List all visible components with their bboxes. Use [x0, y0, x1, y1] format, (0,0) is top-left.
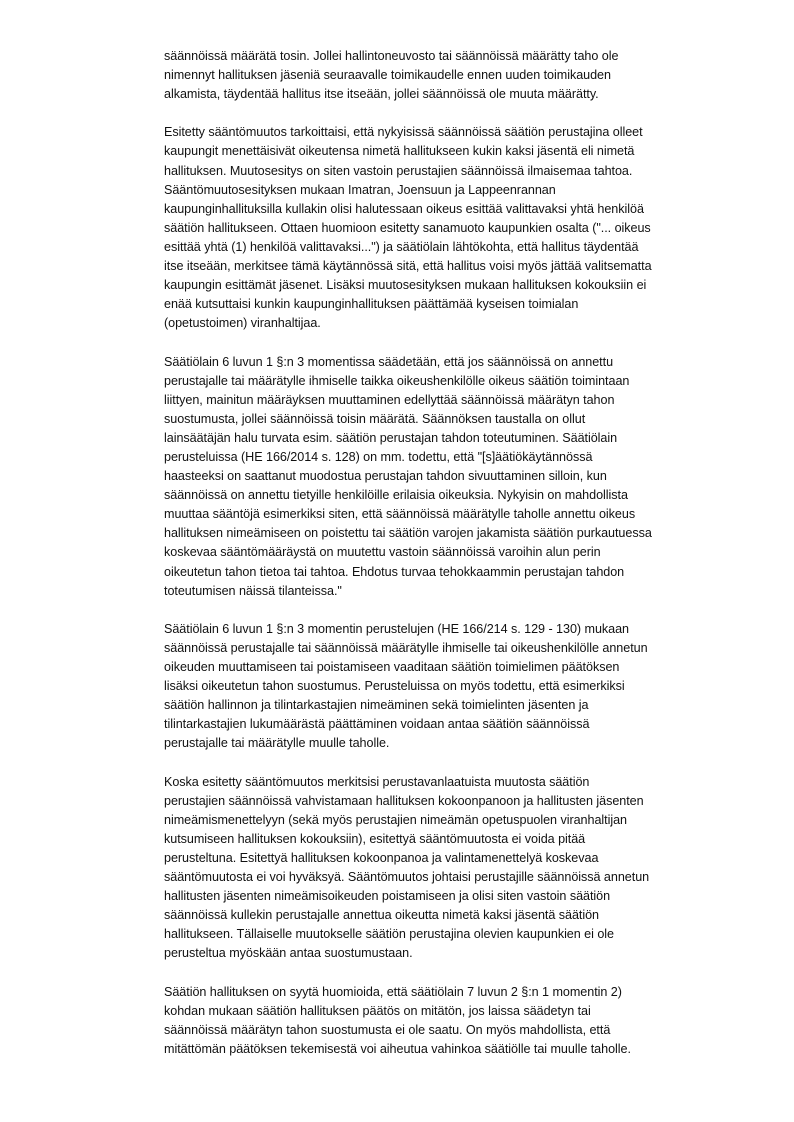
text-line: säännöissä on annettu tietyille henkilöille erilaisia oikeuksia. Nykyisin on mahdollista — [164, 488, 628, 503]
text-line: suostumusta, jollei säännöissä toisin määrätä. Säännöksen taustalla on ollut — [164, 411, 586, 426]
text-line: säätiön hallitukseen. Ottaen huomioon esitetty sanamuoto kaupunkien osalta ("... oikeus — [164, 220, 651, 235]
text-line: haasteeksi on saattanut muodostua perustajan tahdon sivuuttaminen silloin, kun — [164, 469, 607, 484]
document-body — [164, 47, 744, 1078]
text-line: alkamista, täydentää hallitus itse itseään, jollei säännöissä ole muuta määrätty. — [164, 87, 599, 102]
text-line: Säätiölain 6 luvun 1 §:n 3 momentin perustelujen (HE 166/214 s. 129 - 130) mukaan — [164, 621, 630, 636]
text-line: perusteltua myöskään antaa suostumustaan. — [164, 946, 413, 961]
text-line: toteutumisen näissä tilanteissa." — [164, 583, 342, 598]
paragraph — [164, 47, 744, 104]
text-line: perustajalle tai määrätylle ihmiselle taikka oikeushenkilölle oikeus säätiön toimintaan — [164, 373, 630, 388]
text-line: säännöissä määrätä tosin. Jollei hallintoneuvosto tai säännöissä määrätty taho ole — [164, 49, 619, 63]
text-line: oikeuden muuttamiseen tai poistamiseen vaaditaan säätiön toimielimen päätöksen — [164, 660, 620, 674]
text-line: perustajien säännöissä vahvistamaan hallituksen kokoonpanoon ja hallitusten jäsenten — [164, 793, 644, 808]
text-line: kaupunginhallituksilla kullakin olisi halutessaan oikeus esittää valittavaksi yhtä henkilöä — [164, 201, 644, 216]
text-line: mitättömän päätöksen tekemisestä voi aiheutua vahinkoa säätiölle tai muulle taholle. — [164, 1041, 631, 1056]
paragraph — [164, 353, 744, 601]
paragraph — [164, 620, 744, 754]
text-line: nimeämismenettelyyn (sekä myös perustajien nimeämän opetuspuolen viranhaltijan — [164, 812, 628, 827]
text-line: hallituksen. Muutosesitys on siten vastoin perustajien säännöissä ilmaisemaa tahtoa. — [164, 163, 633, 178]
text-line: perusteltuna. Esitettyä hallituksen kokoonpanoa ja valintamenettelyä koskevaa — [164, 850, 599, 865]
text-line: hallitukseen. Tällaiselle muutokselle säätiön perustajina olevien kaupunkien ei ole — [164, 927, 614, 942]
text-line: kaupungin esittämät jäsenet. Lisäksi muutosesityksen mukaan hallituksen kokouksiin ei — [164, 278, 647, 293]
text-line: (opetustoimen) viranhaltijaa. — [164, 316, 321, 331]
text-line: hallitusten jäsenten nimeämisoikeuden poistamiseen ja olisi siten vastoin säätiön — [164, 889, 611, 904]
text-line: tilintarkastajien lukumäärästä päättäminen voidaan antaa säätiön säännöissä — [164, 717, 590, 732]
text-line: lainsäätäjän halu turvata esim. säätiön perustajan tahdon toteutuminen. Säätiölain — [164, 430, 618, 445]
text-line: Sääntömuutosesityksen mukaan Imatran, Joensuun ja Lappeenrannan — [164, 182, 556, 197]
text-line: säännöissä määrätyn tahon suostumusta ei ole saatu. On myös mahdollista, että — [164, 1022, 611, 1037]
text-line: koskevaa sääntömääräystä on muutettu vastoin säännöissä varoihin alun perin — [164, 545, 601, 560]
text-line: säännöissä kullekin perustajalle annettua oikeutta nimetä kaksi jäsentä säätiön — [164, 908, 600, 923]
text-line: säännöissä perustajalle tai säännöissä määrätylle ihmiselle tai oikeushenkilölle annetun — [164, 640, 648, 655]
text-line: sääntömuutosta ei voi hyväksyä. Sääntömuutos johtaisi perustajille säännöissä annetun — [164, 870, 650, 885]
text-line: perustajalle tai määrätylle muulle taholle. — [164, 736, 390, 751]
text-line: lisäksi oikeutetun tahon suostumus. Perusteluissa on myös todettu, että esimerkiksi — [164, 679, 625, 694]
paragraph — [164, 773, 744, 964]
text-line: kohdan mukaan säätiön hallituksen päätös on mitätön, jos laissa säädetyn tai — [164, 1003, 591, 1018]
paragraph — [164, 123, 744, 333]
text-line: Säätiön hallituksen on syytä huomioida, että säätiölain 7 luvun 2 §:n 1 momentin 2) — [164, 984, 622, 999]
text-line: kaupungit menettäisivät oikeutensa nimetä hallitukseen kukin kaksi jäsentä eli nimetä — [164, 144, 635, 159]
text-line: säätiön hallinnon ja tilintarkastajien nimeäminen sekä toimielinten jäsenten ja — [164, 698, 589, 713]
text-line: enää kutsuttaisi kunkin kaupunginhallituksen päättämää kyseisen toimialan — [164, 297, 579, 312]
text-line: itse itseään, merkitsee tämä käytännössä sitä, että hallitus voisi myös jättää valitsematta — [164, 259, 652, 274]
text-line: nimennyt hallituksen jäseniä seuraavalle toimikaudelle ennen uuden toimikauden — [164, 68, 611, 83]
paragraph — [164, 983, 744, 1059]
text-line: Esitetty sääntömuutos tarkoittaisi, että nykyisissä säännöissä säätiön perustajina olleet — [164, 125, 643, 140]
text-line: liittyen, mainitun määräyksen muuttaminen edellyttää säännöissä määrätyn tahon — [164, 392, 615, 407]
text-line: hallituksen nimeämiseen on poistettu tai säätiön varojen jakamista säätiön purkautuessa — [164, 526, 652, 541]
text-line: kutsumiseen hallituksen kokouksiin), esitettyä sääntömuutosta ei voida pitää — [164, 831, 586, 846]
text-line: muuttaa sääntöjä esimerkiksi siten, että säännöissä määrätylle taholle annettu oikeus — [164, 507, 636, 522]
text-line: perusteluissa (HE 166/2014 s. 128) on mm. todettu, että "[s]äätiökäytännössä — [164, 449, 593, 464]
text-line: Säätiölain 6 luvun 1 §:n 3 momentissa säädetään, että jos säännöissä on annettu — [164, 354, 614, 369]
text-line: oikeutetun tahon tietoa tai tahtoa. Ehdotus turvaa tehokkaammin perustajan tahdon — [164, 564, 625, 579]
text-line: esittää yhtä (1) henkilöä valittavaksi...") ja säätiölain lähtökohta, että hallitus täydentää — [164, 239, 639, 254]
text-line: Koska esitetty sääntömuutos merkitsisi perustavanlaatuista muutosta säätiön — [164, 774, 590, 789]
